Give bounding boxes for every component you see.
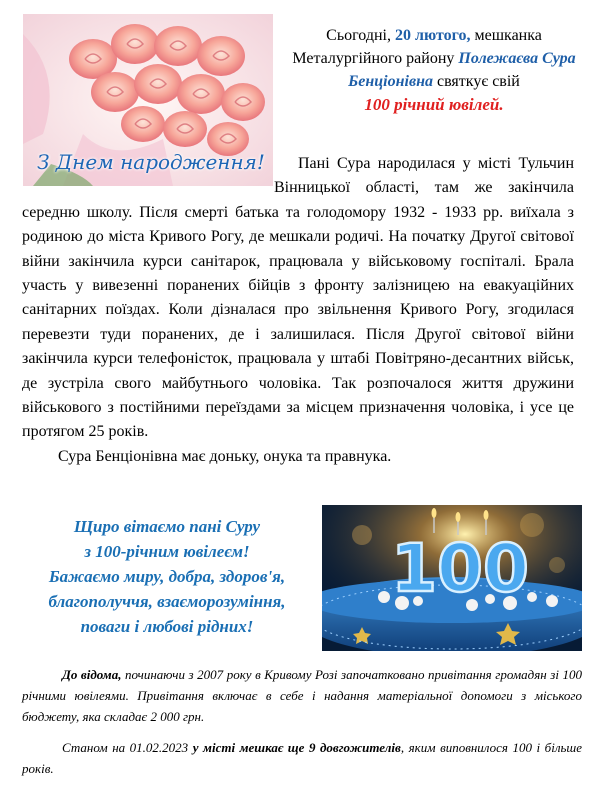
birthday-caption: З Днем народження! [37,150,265,174]
greeting-message [22,514,312,639]
footnote-statistics [22,737,582,779]
greeting-line-2: з 100-річним ювілеєм! [84,542,250,561]
intro-announcement [275,24,593,117]
footnote-text: починаючи з 2007 року в Кривому Розі започатковано привітання громадян зі 100 річними ювілеями. Привітання включає в себе і надання матеріальної допомоги з міського бюджету, яка складає 2 000 грн. [22,667,582,724]
greeting-line-4: благополуччя, взаєморозуміння, [48,592,286,611]
intro-text-3: святкує свій [432,73,520,90]
jubilee-person-name: Полежаєва Сура Бенціонівна [348,50,576,90]
intro-text-2: мешканка Металургійного району [292,27,542,67]
jubilee-date: 20 лютого, [394,27,471,44]
intro-text-1: Сьогодні, [326,27,395,44]
biography-paragraph-2: Сура Бенціонівна має доньку, онука та правнука. [58,447,392,465]
jubilee-title: 100 річний ювілей. [364,95,504,114]
statistics-highlight: у місті мешкає ще 9 довгожителів [192,740,401,755]
footnote-lead: До відома, [62,667,122,682]
statistics-text-2: , яким виповнилося 100 і більше років. [22,740,582,776]
birthday-cake-photo [322,505,582,651]
cake-candle-number: 100 [391,530,529,607]
statistics-text-1: Станом на 01.02.2023 [62,740,193,755]
biography-paragraph-1: Пані Сура народилася у місті Тульчин Вінницької області, там же закінчила середню школу. Після смерті батька та голодомору 1932 - 1933 рр. виїхала з родиною до міста Кривого Рогу, де мешкали родичі. На початку Другої світової війни закінчила курси санітарок, працювала у військовому госпіталі. Брала участь у вивезенні поранених бійців з фронту залізницею на евакуаційних санітарних поїздах. Коли дізналася про звільнення Кривого Рогу, згодилася перевезти туди поранених, де і залишилася. Після Другої світової війни закінчила курси телефоністок, працювала у штабі Повітряно-десантних військ, де зустріла свого майбутнього чоловіка. Так розпочалося життя дружини військового з постійними переїздами за місцем призначення чоловіка, і усе це протягом 25 років. [22,155,574,441]
footnote-info [22,664,582,727]
cake-illustration [322,505,582,651]
biography [22,152,574,469]
greeting-line-1: Щиро вітаємо пані Суру [73,517,261,536]
greeting-line-3: Бажаємо миру, добра, здоров'я, [48,567,286,586]
greeting-line-5: поваги і любові рідних! [80,617,254,636]
